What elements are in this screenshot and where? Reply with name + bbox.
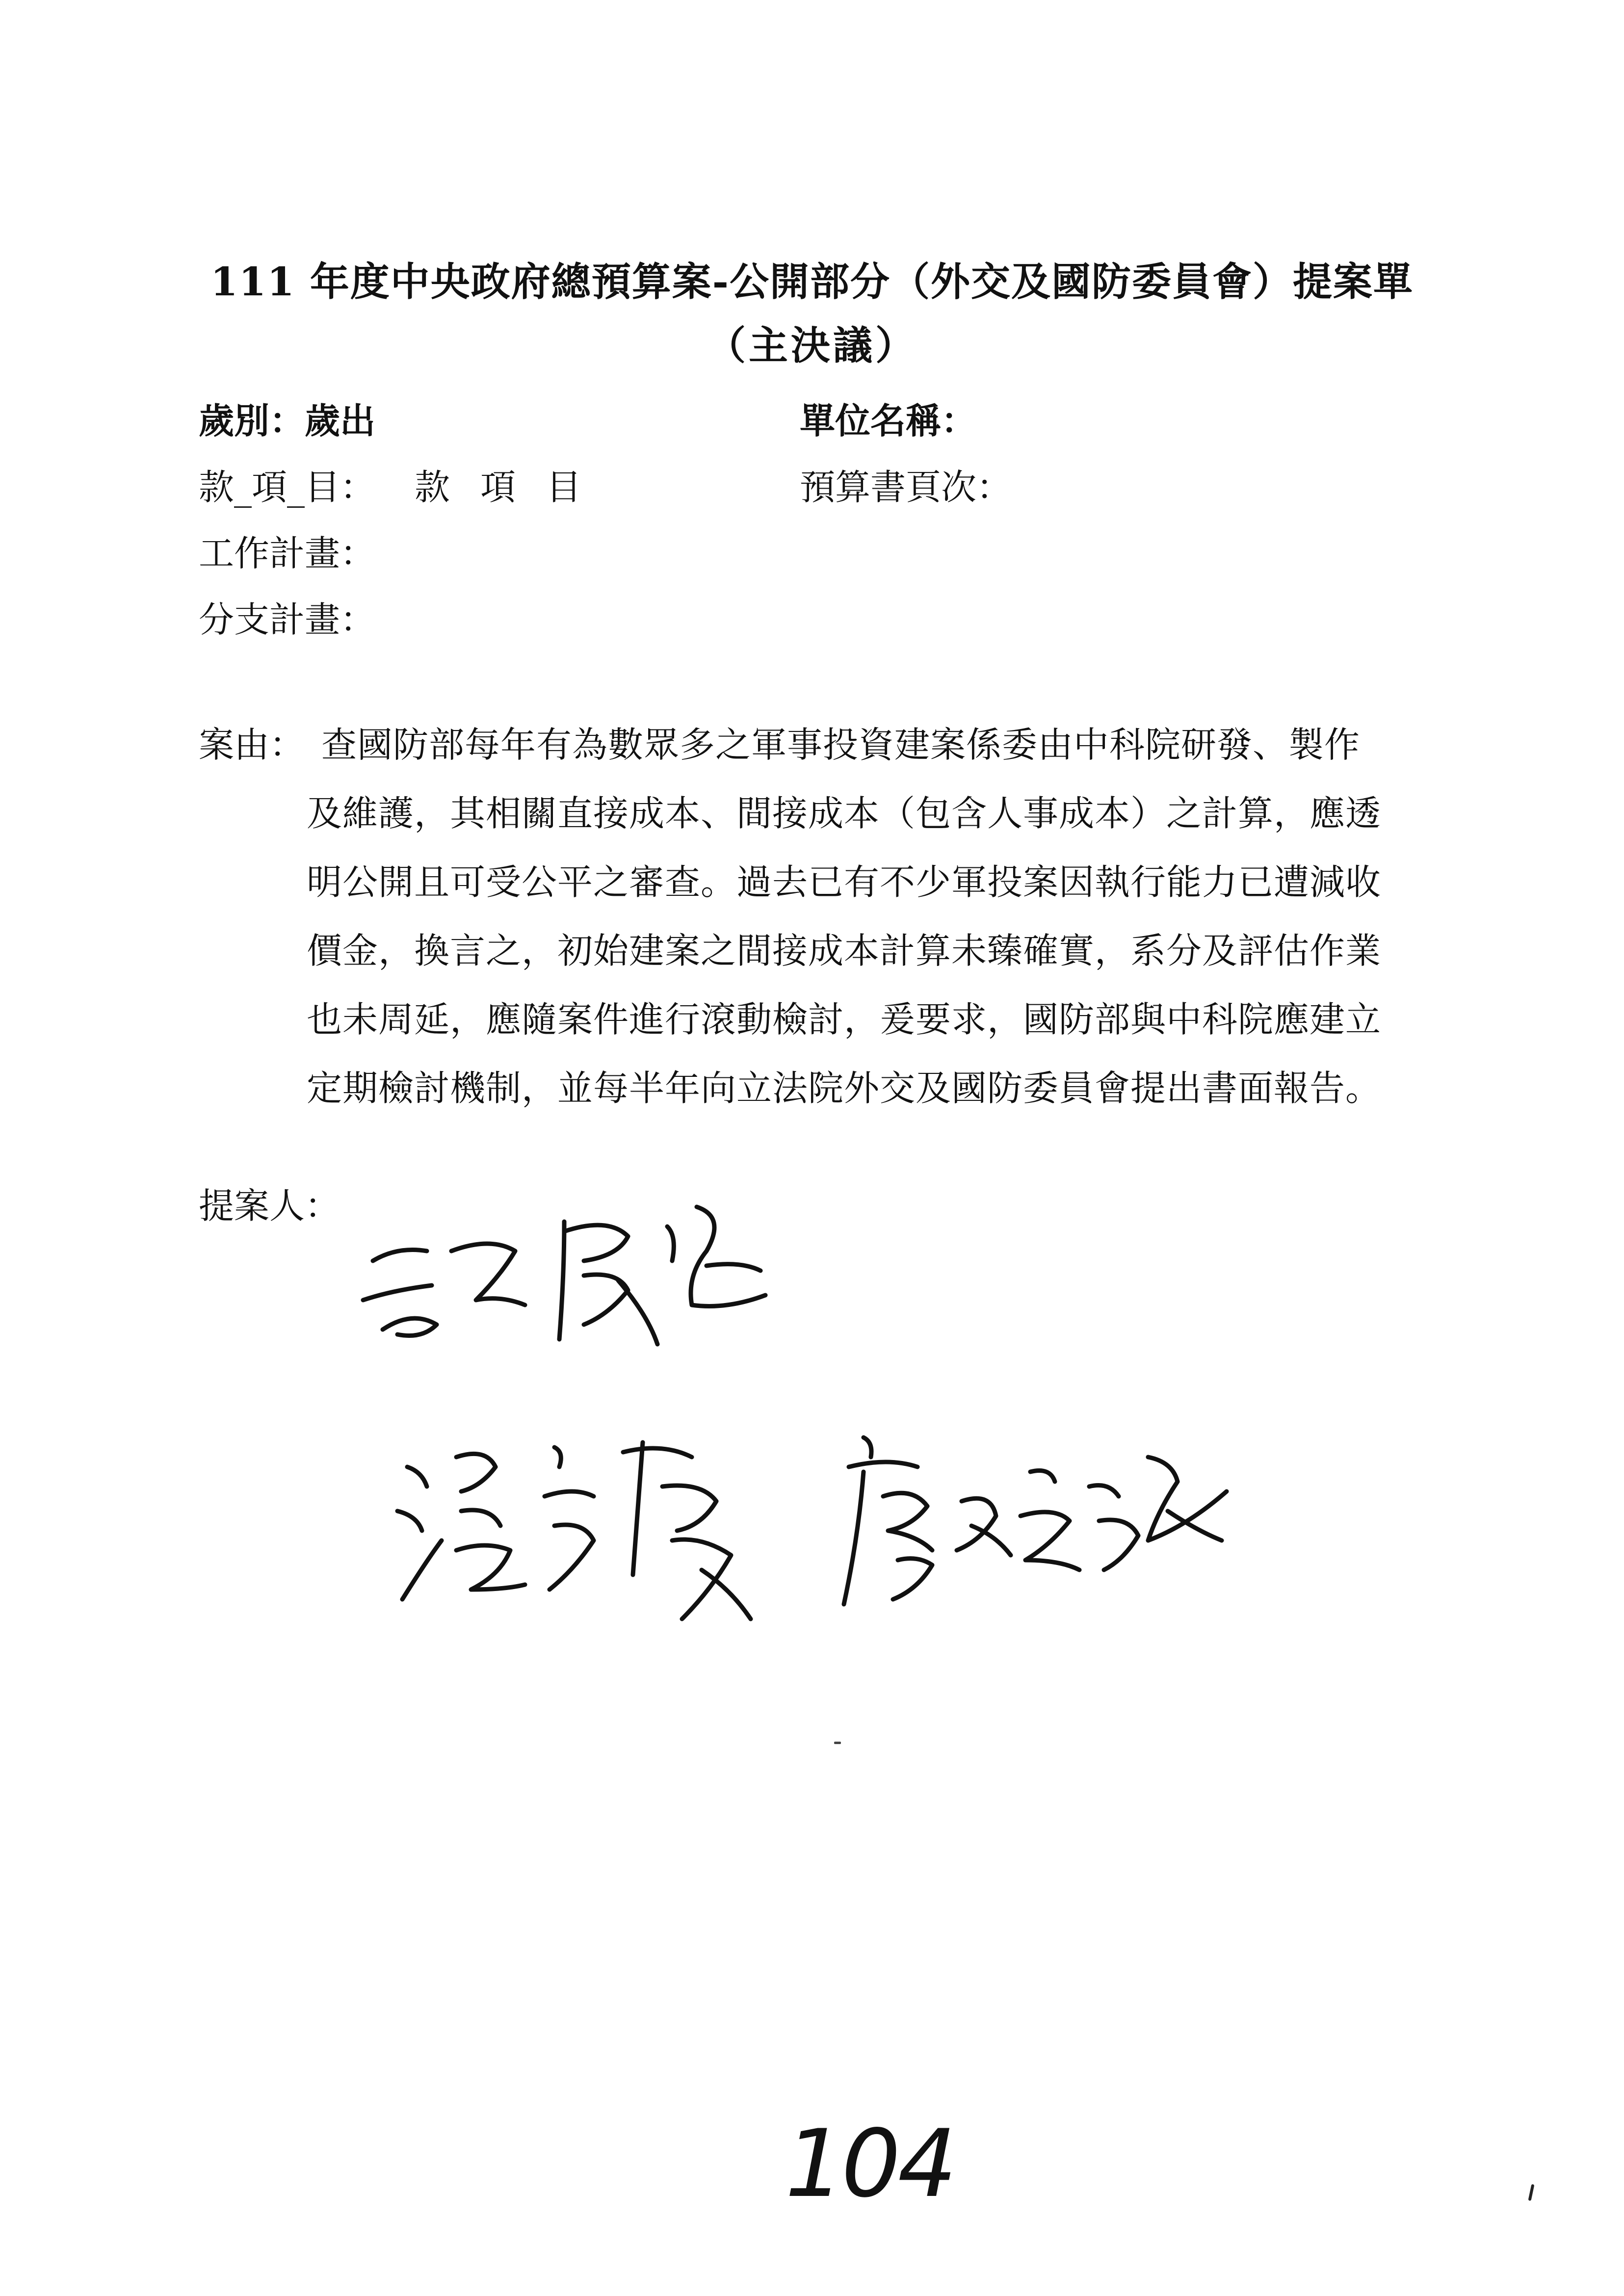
field-budget-page: 預算書頁次： [800,467,1012,508]
field-kxm-label: 款_項_目： [199,467,376,508]
proposer-label: 提案人： [199,1185,341,1226]
reason-line: 及維護，其相關直接成本、間接成本（包含人事成本）之計算，應透 [307,793,1382,834]
document-title: 111 年度中央政府總預算案-公開部分（外交及國防委員會）提案單 [210,259,1414,305]
field-work-plan: 工作計畫： [199,533,376,574]
signature-3 [834,1413,1246,1619]
signature-2 [388,1413,790,1639]
field-category: 歲別：歲出 [199,400,376,442]
document-subtitle: （主決議） [707,322,917,368]
reason-line: 也未周延，應隨案件進行滾動檢討，爰要求，國防部與中科院應建立 [307,999,1382,1040]
field-unit-name: 單位名稱： [800,400,977,442]
reason-label: 案由： [199,724,305,765]
reason-line: 明公開且可受公平之審查。過去已有不少軍投案因執行能力已遭減收 [307,861,1382,903]
reason-line: 價金，換言之，初始建案之間接成本計算未臻確實，系分及評估作業 [307,930,1382,971]
margin-mark [1528,2184,1535,2201]
reason-line: 定期檢討機制，並每半年向立法院外交及國防委員會提出書面報告。 [307,1068,1382,1109]
page-number: 104 [785,2110,954,2218]
field-kxm-value: 款項目 [415,467,612,508]
field-branch-plan: 分支計畫： [199,599,376,640]
scan-speck [834,1742,841,1744]
reason-line: 查國防部每年有為數眾多之軍事投資建案係委由中科院研發、製作 [321,724,1361,765]
signature-1 [353,1177,795,1364]
